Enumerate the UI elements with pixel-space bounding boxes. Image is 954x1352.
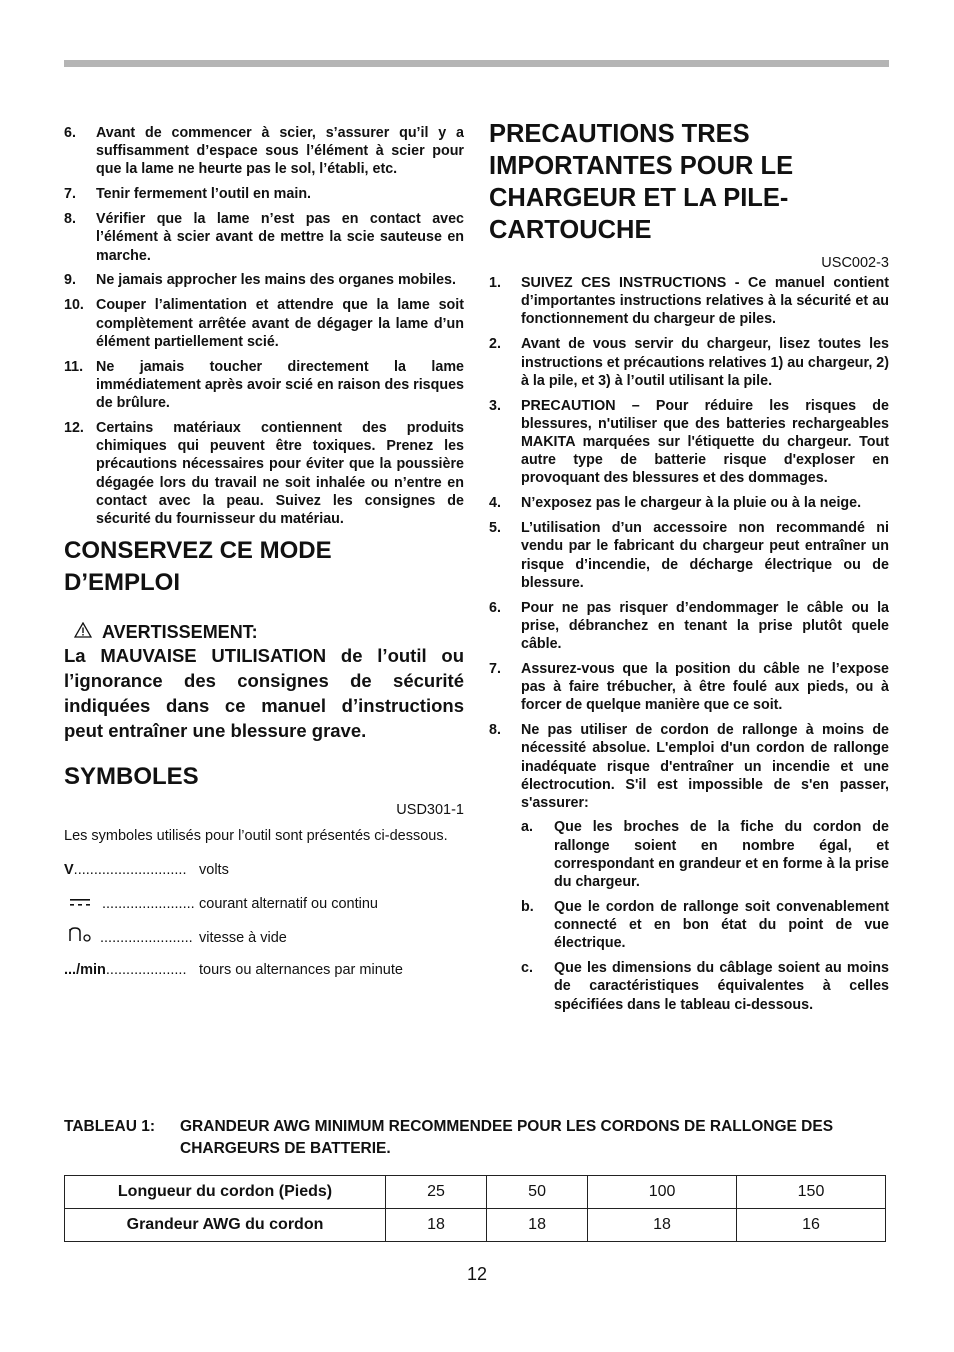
symbols-code: USD301-1 — [396, 801, 464, 818]
list-item: 7. Tenir fermement l’outil en main. — [64, 186, 312, 203]
safety-list — [64, 124, 464, 528]
page-number: 12 — [466, 1264, 488, 1284]
ac-dc-icon — [70, 895, 90, 913]
warning-title: AVERTISSEMENT: — [64, 621, 464, 643]
list-item: 12. Certains matériaux contiennent des produits chimiques qui peuvent être toxiques. Prenez les précautions nécessaires pour éviter que la poussière dégagée lors du travail ne soit inhalée ou n’entre en contact avec la peau. Suivez les consignes de sécurité du fournisseur du matériau. — [64, 419, 464, 527]
charger-list — [489, 274, 889, 1014]
charger-code: USC002-3 — [821, 255, 889, 271]
table-header-cell: Grandeur AWG du cordon — [65, 1209, 386, 1242]
symbol-row: ....................... courant alternatif ou continu — [64, 895, 464, 913]
symbol-row: .../min .................... tours ou alternances par minute — [64, 961, 403, 978]
sub-list-item: a. Que les broches de la fiche du cordon de rallonge soient en nombre égal, et correspondant en grandeur et en forme à la prise du chargeur. — [521, 819, 889, 890]
table-cell: 150 — [737, 1176, 886, 1209]
table-cell: 16 — [737, 1209, 886, 1242]
charger-heading: PRECAUTIONS TRES IMPORTANTES POUR LE CHARGEUR ET LA PILE-CARTOUCHE — [489, 120, 794, 244]
header-rule — [64, 60, 889, 67]
symbols-intro: Les symboles utilisés pour l’outil sont présentés ci-dessous. — [64, 827, 448, 844]
table-label: TABLEAU 1: — [64, 1118, 155, 1135]
list-item: 6. Avant de commencer à scier, s’assurer qu’il y a suffisamment d’espace sous l’élément à scier pour que la lame ne heurte pas le sol, l’établi, etc. — [64, 125, 464, 178]
table-cell: 50 — [487, 1176, 588, 1209]
list-item: 11. Ne jamais toucher directement la lame immédiatement après avoir scié en raison des risques de brûlure. — [64, 358, 464, 412]
sub-list-item: c. Que les dimensions du câblage soient au moins de caractéristiques équivalentes à celles spécifiées dans le tableau ci-dessous. — [521, 960, 889, 1013]
left-column — [64, 124, 464, 979]
warning-text: La MAUVAISE UTILISATION de l’outil ou l’ignorance des consignes de sécurité indiquées dans ce manuel d’instructions peut entraîner une blessure grave. — [64, 644, 464, 741]
list-item: 10. Couper l’alimentation et attendre que la lame soit complètement arrêtée avant de dégager la lame d’un élément partiellement scié. — [64, 297, 464, 350]
symbols-heading: SYMBOLES — [64, 762, 199, 790]
list-item: 9. Ne jamais approcher les mains des organes mobiles. — [64, 272, 456, 289]
conserve-heading: CONSERVEZ CE MODE D’EMPLOI — [64, 536, 332, 596]
table-title: GRANDEUR AWG MINIMUM RECOMMENDEE POUR LES CORDONS DE RALLONGE DES CHARGEURS DE BATTERIE. — [180, 1118, 834, 1157]
list-item: 1. SUIVEZ CES INSTRUCTIONS - Ce manuel contient d’importantes instructions relatives à la sécurité et au fonctionnement du chargeur de piles. — [489, 275, 889, 328]
awg-table — [64, 1175, 886, 1242]
table-cell: 25 — [386, 1176, 487, 1209]
warning-triangle-icon — [74, 621, 92, 643]
list-item: 2. Avant de vous servir du chargeur, lisez toutes les instructions et précautions relatives 1) au chargeur, 2) à la pile, et 3) à l’outil utilisant la pile. — [489, 336, 889, 389]
right-column — [489, 118, 889, 1020]
no-load-speed-icon — [68, 922, 94, 947]
table-cell: 18 — [588, 1209, 737, 1242]
list-item: 3. PRECAUTION – Pour réduire les risques de blessures, n'utiliser que des batteries rechargeables MAKITA marquées sur l'étiquette du chargeur. Tout autre type de batterie risque d'exploser en provoquant des blessures et des dommages. — [489, 397, 889, 487]
list-item: 7. Assurez-vous que la position du câble ne l’expose pas à faire trébucher, à être foulé aux pieds, ou à forcer de quelque manière que ce soit. — [489, 660, 889, 714]
table-header-cell: Longueur du cordon (Pieds) — [65, 1176, 386, 1209]
list-item: 8. Ne pas utiliser de cordon de rallonge à moins de nécessité absolue. L'emploi d'un cordon de rallonge inadéquate risque d'entraîner un incendie et une électrocution. S'il est impossible de s'en passer, s'assurer: a. Que les broches de la fiche du cordon de rallonge soient en nombre égal, et correspondant en grandeur et en forme à la prise du chargeur. b. Que le cordon de rallonge soit convenablement connecté et en bon état du point de vue électrique. c. Que les dimensions du câblage soient au moins de caractéristiques équivalentes à celles spécifiées dans le tableau ci-dessous. — [489, 722, 889, 1013]
list-item: 5. L’utilisation d’un accessoire non recommandé ni vendu par le fabricant du chargeur peut entraîner un risque d’incendie, de décharge électrique ou de blessure. — [489, 520, 889, 591]
symbol-row: V ............................ volts — [64, 861, 229, 878]
symbols-list — [64, 861, 464, 979]
sub-list — [521, 818, 889, 1013]
list-item: 4. N’exposez pas le chargeur à la pluie ou à la neige. — [489, 495, 862, 512]
symbol-row: ....................... vitesse à vide — [64, 927, 464, 947]
list-item: 6. Pour ne pas risquer d’endommager le câble ou la prise, débranchez en tenant la prise plutôt quele câble. — [489, 599, 889, 653]
table-cell: 100 — [588, 1176, 737, 1209]
sub-list-item: b. Que le cordon de rallonge soit convenablement connecté et en bon état du point de vue électrique. — [521, 898, 889, 952]
table-row — [65, 1209, 886, 1242]
list-item: 8. Vérifier que la lame n’est pas en contact avec l’élément à scier avant de mettre la scie sauteuse en marche. — [64, 211, 464, 264]
table-cell: 18 — [487, 1209, 588, 1242]
table-cell: 18 — [386, 1209, 487, 1242]
table-row — [65, 1176, 886, 1209]
